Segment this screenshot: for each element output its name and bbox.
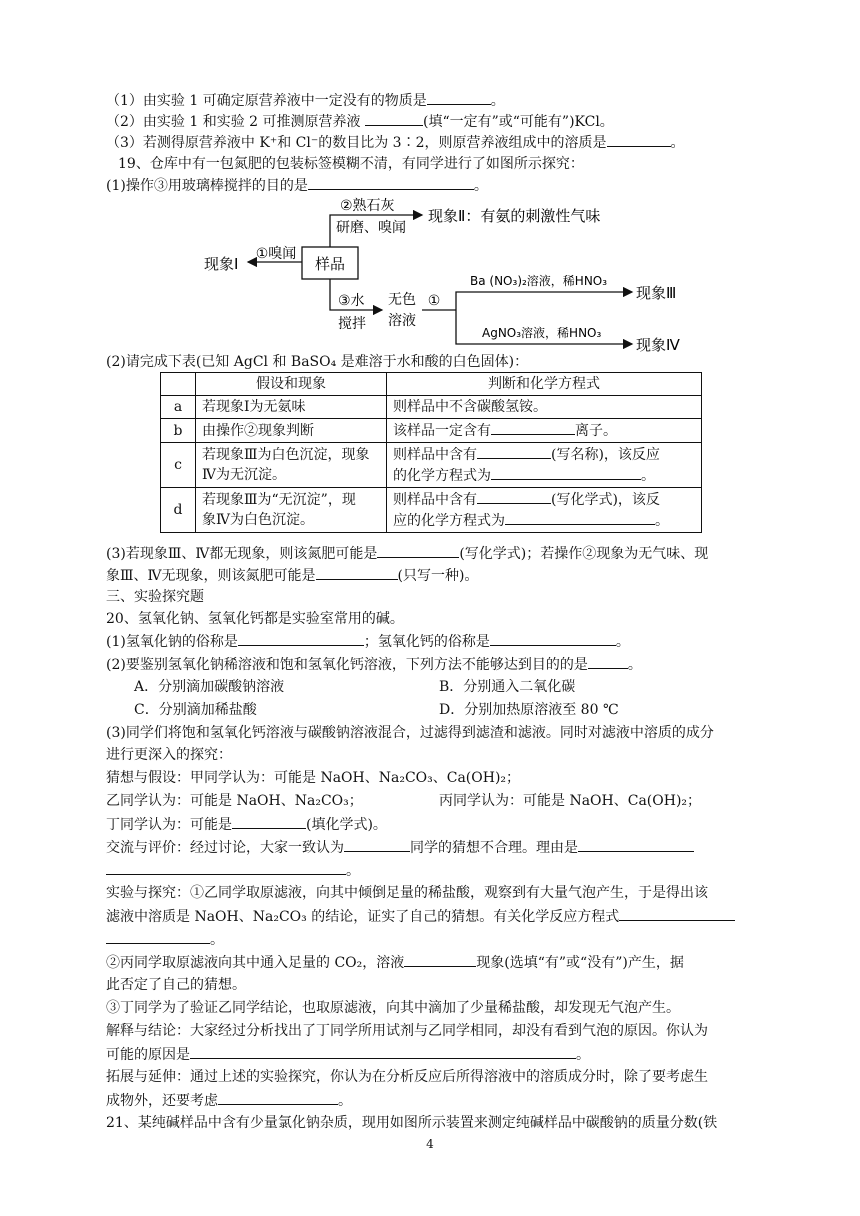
evaluation-line1: 交流与评价：经过讨论，大家一致认为 同学的猜想不合理。理由是 xyxy=(106,837,694,858)
answer-blank[interactable] xyxy=(588,654,628,669)
reagent4-label: AgNO₃溶液，稀HNO₃ xyxy=(482,326,602,340)
answer-blank[interactable] xyxy=(344,837,410,852)
q18-part1: （1）由实验 1 可确定原营养液中一定没有的物质是 。 xyxy=(106,90,505,111)
row-judgement: 则样品中含有 (写名称)，该反应 的化学方程式为 。 xyxy=(387,443,702,488)
q21-title: 21、某纯碱样品中含有少量氯化钠杂质，现用如图所示装置来测定纯碱样品中碳酸钠的质量分数(铁 xyxy=(106,1115,718,1131)
table-header-row xyxy=(161,373,702,396)
row-judgement: 该样品一定含有 离子。 xyxy=(387,419,702,443)
table-header-cell: 判断和化学方程式 xyxy=(387,373,702,396)
row-id: b xyxy=(161,419,196,443)
extension-line2: 成物外，还要考虑 。 xyxy=(106,1090,352,1111)
answer-blank[interactable] xyxy=(578,837,694,852)
table-row xyxy=(161,396,702,419)
row-id: d xyxy=(161,488,196,533)
answer-blank[interactable] xyxy=(377,543,459,558)
table-row xyxy=(161,419,702,443)
table-row xyxy=(161,488,702,533)
answer-blank[interactable] xyxy=(232,814,306,829)
option-a[interactable]: A．分别滴加碳酸钠溶液 xyxy=(134,679,285,695)
answer-blank[interactable] xyxy=(218,1090,338,1105)
answer-blank[interactable] xyxy=(491,465,641,480)
row-hypothesis: 若现象Ⅲ为“无沉淀”，现 象Ⅳ为白色沉淀。 xyxy=(196,488,387,533)
experiment-2-line2: 此否定了自己的猜想。 xyxy=(106,977,246,993)
op1-label: ①嗅闻 xyxy=(255,246,297,262)
answer-blank[interactable] xyxy=(619,906,735,921)
guess-yi: 乙同学认为：可能是 NaOH、Na₂CO₃； xyxy=(106,793,363,809)
answer-blank[interactable] xyxy=(427,90,491,105)
row-id: c xyxy=(161,443,196,488)
answer-blank[interactable] xyxy=(477,489,551,504)
experiment-flow-diagram xyxy=(190,192,710,352)
q19-part2: (2)请完成下表(已知 AgCl 和 BaSO₄ 是难溶于水和酸的白色固体)： xyxy=(106,354,529,370)
solution-top-label: 无色 xyxy=(388,292,416,308)
experiment-3: ③丁同学为了验证乙同学结论，也取原滤液，向其中滴加了少量稀盐酸，却发现无气泡产生。 xyxy=(106,1000,680,1016)
page-number: 4 xyxy=(426,1137,434,1151)
table-header-cell xyxy=(161,373,196,396)
option-c[interactable]: C．分别滴加稀盐酸 xyxy=(134,702,257,718)
q20-part3-line1: (3)同学们将饱和氢氧化钙溶液与碳酸钠溶液混合，过滤得到滤渣和滤液。同时对滤液中溶质的成分 xyxy=(106,725,714,741)
q18-part3: （3）若测得原营养液中 K⁺和 Cl⁻的数目比为 3∶2，则原营养液组成中的溶质是 。 xyxy=(106,132,685,153)
guess-jia: 猜想与假设：甲同学认为：可能是 NaOH、Na₂CO₃、Ca(OH)₂； xyxy=(106,770,521,786)
experiment-1-line2: 滤液中溶质是 NaOH、Na₂CO₃ 的结论，证实了自己的猜想。有关化学反应方程式 xyxy=(106,906,735,927)
section-heading: 三、实验探究题 xyxy=(106,589,204,605)
q20-title: 20、氢氧化钠、氢氧化钙都是实验室常用的碱。 xyxy=(106,611,404,627)
answer-blank[interactable] xyxy=(190,1044,576,1059)
answer-blank[interactable] xyxy=(404,952,476,967)
answer-blank[interactable] xyxy=(490,631,616,646)
answer-blank[interactable] xyxy=(491,420,575,435)
table-header-cell: 假设和现象 xyxy=(196,373,387,396)
split-label: ① xyxy=(427,293,441,309)
row-id: a xyxy=(161,396,196,419)
q20-part3-line2: 进行更深入的探究： xyxy=(106,747,232,763)
explanation-line1: 解释与结论：大家经过分析找出了丁同学所用试剂与乙同学相同，却没有看到气泡的原因。你认为 xyxy=(106,1023,708,1039)
answer-blank[interactable] xyxy=(365,111,423,126)
answer-blank[interactable] xyxy=(477,444,551,459)
explanation-line2: 可能的原因是 。 xyxy=(106,1044,590,1065)
guess-bing: 丙同学认为：可能是 NaOH、Ca(OH)₂； xyxy=(439,793,702,809)
q19-part1: (1)操作③用玻璃棒搅拌的目的是 。 xyxy=(106,175,488,196)
sample-label: 样品 xyxy=(314,255,346,273)
answer-blank[interactable] xyxy=(308,175,474,190)
solution-bottom-label: 溶液 xyxy=(388,313,416,329)
q19-title: 19、仓库中有一包氮肥的包装标签模糊不清，有同学进行了如图所示探究： xyxy=(118,156,584,172)
phen1-label: 现象Ⅰ xyxy=(204,255,239,273)
op3-bottom-label: 搅拌 xyxy=(338,316,366,332)
q19-part3-line2: 象Ⅲ、Ⅳ无现象，则该氮肥可能是 (只写一种)。 xyxy=(106,565,478,586)
experiment-1-line1: 实验与探究：①乙同学取原滤液，向其中倾倒足量的稀盐酸，观察到有大量气泡产生，于是得出该 xyxy=(106,885,708,901)
answer-blank[interactable] xyxy=(106,860,346,875)
row-judgement: 则样品中不含碳酸氢铵。 xyxy=(387,396,702,419)
row-hypothesis: 若现象Ⅰ为无氨味 xyxy=(196,396,387,419)
q19-part3-line1: (3)若现象Ⅲ、Ⅳ都无现象，则该氮肥可能是 (写化学式)；若操作②现象为无气味、现 xyxy=(106,543,708,564)
phen3-label: 现象Ⅲ xyxy=(636,284,677,302)
q20-part1: (1)氢氧化钠的俗称是 ；氢氧化钙的俗称是 。 xyxy=(106,631,630,652)
evaluation-line2: 。 xyxy=(106,860,360,881)
answer-blank[interactable] xyxy=(607,132,671,147)
q18-part2: （2）由实验 1 和实验 2 可推测原营养液 (填“一定有”或“可能有”)KCl。 xyxy=(106,111,614,132)
hypothesis-table xyxy=(160,372,702,533)
row-hypothesis: 若现象Ⅲ为白色沉淀，现象 Ⅳ为无沉淀。 xyxy=(196,443,387,488)
experiment-2-line1: ②丙同学取原滤液向其中通入足量的 CO₂，溶液 现象(选填“有”或“没有”)产生，据 xyxy=(106,952,684,973)
phen2-label: 现象Ⅱ：有氨的刺激性气味 xyxy=(428,207,601,225)
answer-blank[interactable] xyxy=(505,510,655,525)
answer-blank[interactable] xyxy=(106,929,210,944)
reagent3-label: Ba (NO₃)₂溶液，稀HNO₃ xyxy=(470,274,608,288)
answer-blank[interactable] xyxy=(238,631,364,646)
q20-part2: (2)要鉴别氢氧化钠稀溶液和饱和氢氧化钙溶液，下列方法不能够达到目的的是 。 xyxy=(106,654,642,675)
op2-bottom-label: 研磨、嗅闻 xyxy=(336,220,406,236)
op2-top-label: ②熟石灰 xyxy=(340,198,395,214)
row-judgement: 则样品中含有 (写化学式)，该反 应的化学方程式为 。 xyxy=(387,488,702,533)
option-b[interactable]: B．分别通入二氧化碳 xyxy=(439,679,576,695)
phen4-label: 现象Ⅳ xyxy=(636,336,680,352)
op3-top-label: ③水 xyxy=(338,293,365,309)
row-hypothesis: 由操作②现象判断 xyxy=(196,419,387,443)
table-row xyxy=(161,443,702,488)
option-d[interactable]: D．分别加热原溶液至 80 ℃ xyxy=(439,702,619,718)
experiment-1-line3: 。 xyxy=(106,929,224,950)
extension-line1: 拓展与延伸：通过上述的实验探究，你认为在分析反应后所得溶液中的溶质成分时，除了要考虑生 xyxy=(106,1069,708,1085)
guess-ding: 丁同学认为：可能是 (填化学式)。 xyxy=(106,814,387,835)
answer-blank[interactable] xyxy=(316,565,398,580)
